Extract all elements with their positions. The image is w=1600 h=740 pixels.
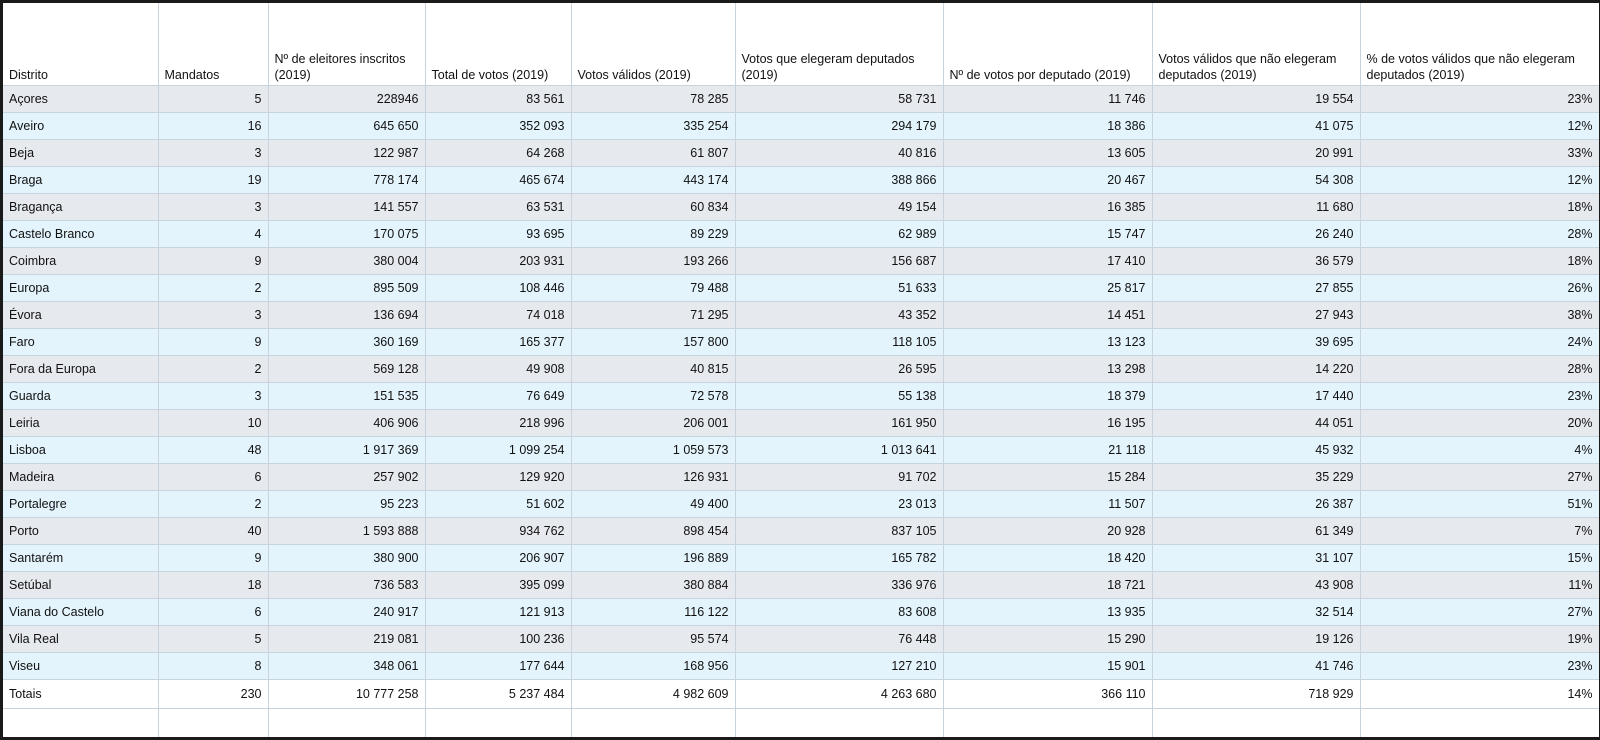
header-cell[interactable]: Distrito xyxy=(3,3,158,86)
table-row xyxy=(3,464,1599,491)
table-cell[interactable]: 196 889 xyxy=(571,545,735,572)
table-cell[interactable]: 78 285 xyxy=(571,86,735,113)
table-cell[interactable]: 48 xyxy=(158,437,268,464)
table-cell[interactable]: Açores xyxy=(3,86,158,113)
header-row xyxy=(3,3,1599,86)
table-cell[interactable]: 26 387 xyxy=(1152,491,1360,518)
table-cell[interactable]: 141 557 xyxy=(268,194,425,221)
table-cell[interactable]: 19% xyxy=(1360,626,1599,653)
table-cell[interactable]: 8 xyxy=(158,653,268,680)
table-cell[interactable]: 3 xyxy=(158,383,268,410)
table-cell[interactable]: 360 169 xyxy=(268,329,425,356)
table-cell[interactable]: 76 448 xyxy=(735,626,943,653)
table-row xyxy=(3,491,1599,518)
table-cell[interactable]: 206 907 xyxy=(425,545,571,572)
table-cell[interactable]: 13 298 xyxy=(943,356,1152,383)
table-cell[interactable]: 18 420 xyxy=(943,545,1152,572)
totals-row xyxy=(3,680,1599,709)
table-cell[interactable]: 16 xyxy=(158,113,268,140)
table-cell[interactable]: 240 917 xyxy=(268,599,425,626)
table-cell[interactable]: 18 xyxy=(158,572,268,599)
table-row xyxy=(3,221,1599,248)
table-row xyxy=(3,572,1599,599)
table-cell[interactable]: 1 593 888 xyxy=(268,518,425,545)
table-row xyxy=(3,86,1599,113)
table-cell[interactable]: 156 687 xyxy=(735,248,943,275)
table-cell[interactable]: 61 807 xyxy=(571,140,735,167)
table-cell[interactable]: 23% xyxy=(1360,383,1599,410)
table-cell[interactable]: 89 229 xyxy=(571,221,735,248)
table-cell[interactable]: 336 976 xyxy=(735,572,943,599)
table-row xyxy=(3,383,1599,410)
table-cell[interactable]: 49 154 xyxy=(735,194,943,221)
table-cell[interactable]: 14% xyxy=(1360,680,1599,709)
table-cell[interactable]: 1 059 573 xyxy=(571,437,735,464)
table-cell[interactable]: 38% xyxy=(1360,302,1599,329)
table-cell[interactable]: 380 004 xyxy=(268,248,425,275)
table-cell[interactable]: 1 917 369 xyxy=(268,437,425,464)
table-cell[interactable]: 23% xyxy=(1360,653,1599,680)
table-cell[interactable]: 49 400 xyxy=(571,491,735,518)
empty-row xyxy=(3,709,1599,738)
table-cell[interactable]: 203 931 xyxy=(425,248,571,275)
table-cell[interactable]: 76 649 xyxy=(425,383,571,410)
table-cell[interactable]: Setúbal xyxy=(3,572,158,599)
table-cell[interactable]: 43 352 xyxy=(735,302,943,329)
table-cell[interactable]: 10 777 258 xyxy=(268,680,425,709)
table-cell[interactable]: 5 237 484 xyxy=(425,680,571,709)
table-cell[interactable]: 54 308 xyxy=(1152,167,1360,194)
table-cell[interactable]: 569 128 xyxy=(268,356,425,383)
table-cell[interactable]: 206 001 xyxy=(571,410,735,437)
table-cell[interactable]: 61 349 xyxy=(1152,518,1360,545)
table-body xyxy=(3,86,1599,680)
table-cell[interactable]: 45 932 xyxy=(1152,437,1360,464)
table-cell[interactable]: 95 574 xyxy=(571,626,735,653)
table-row xyxy=(3,653,1599,680)
table-row xyxy=(3,329,1599,356)
table-cell[interactable]: Santarém xyxy=(3,545,158,572)
table-cell[interactable]: 118 105 xyxy=(735,329,943,356)
table-cell[interactable]: 11 507 xyxy=(943,491,1152,518)
table-cell[interactable]: 126 931 xyxy=(571,464,735,491)
table-cell[interactable]: Vila Real xyxy=(3,626,158,653)
table-cell[interactable]: 25 817 xyxy=(943,275,1152,302)
table-cell[interactable]: 122 987 xyxy=(268,140,425,167)
empty-cell[interactable] xyxy=(1152,709,1360,738)
table-cell[interactable]: 5 xyxy=(158,86,268,113)
table-cell[interactable]: 36 579 xyxy=(1152,248,1360,275)
table-cell[interactable]: Braga xyxy=(3,167,158,194)
table-cell[interactable]: 20 991 xyxy=(1152,140,1360,167)
table-cell[interactable]: 9 xyxy=(158,329,268,356)
table-cell[interactable]: 465 674 xyxy=(425,167,571,194)
table-cell[interactable]: 5 xyxy=(158,626,268,653)
table-cell[interactable]: 41 075 xyxy=(1152,113,1360,140)
table-cell[interactable]: 16 385 xyxy=(943,194,1152,221)
empty-cell[interactable] xyxy=(1360,709,1599,738)
table-cell[interactable]: 168 956 xyxy=(571,653,735,680)
empty-cell[interactable] xyxy=(158,709,268,738)
table-cell[interactable]: 83 561 xyxy=(425,86,571,113)
table-cell[interactable]: 13 123 xyxy=(943,329,1152,356)
table-cell[interactable]: Évora xyxy=(3,302,158,329)
table-cell[interactable]: 64 268 xyxy=(425,140,571,167)
table-cell[interactable]: 16 195 xyxy=(943,410,1152,437)
table-cell[interactable]: 219 081 xyxy=(268,626,425,653)
table-cell[interactable]: 19 554 xyxy=(1152,86,1360,113)
table-cell[interactable]: 27 855 xyxy=(1152,275,1360,302)
table-cell[interactable]: 24% xyxy=(1360,329,1599,356)
table-cell[interactable]: 406 906 xyxy=(268,410,425,437)
header-cell[interactable]: Nº de eleitores inscritos (2019) xyxy=(268,3,425,86)
table-row xyxy=(3,626,1599,653)
table-cell[interactable]: Europa xyxy=(3,275,158,302)
table-cell[interactable]: Coimbra xyxy=(3,248,158,275)
table-cell[interactable]: 23 013 xyxy=(735,491,943,518)
table-cell[interactable]: 23% xyxy=(1360,86,1599,113)
table-cell[interactable]: 718 929 xyxy=(1152,680,1360,709)
table-cell[interactable]: 778 174 xyxy=(268,167,425,194)
table-cell[interactable]: Bragança xyxy=(3,194,158,221)
table-cell[interactable]: 193 266 xyxy=(571,248,735,275)
table-cell[interactable]: 9 xyxy=(158,545,268,572)
header-cell[interactable]: Total de votos (2019) xyxy=(425,3,571,86)
table-cell[interactable]: 49 908 xyxy=(425,356,571,383)
table-cell[interactable]: 60 834 xyxy=(571,194,735,221)
table-cell[interactable]: 15 747 xyxy=(943,221,1152,248)
table-cell[interactable]: 2 xyxy=(158,491,268,518)
table-cell[interactable]: 27% xyxy=(1360,599,1599,626)
table-cell[interactable]: 7% xyxy=(1360,518,1599,545)
empty-cell[interactable] xyxy=(735,709,943,738)
table-cell[interactable]: 294 179 xyxy=(735,113,943,140)
table-cell[interactable]: 230 xyxy=(158,680,268,709)
table-cell[interactable]: Beja xyxy=(3,140,158,167)
table-cell[interactable]: 4% xyxy=(1360,437,1599,464)
header-cell[interactable]: Nº de votos por deputado (2019) xyxy=(943,3,1152,86)
table-cell[interactable]: 15 901 xyxy=(943,653,1152,680)
table-cell[interactable]: 11 680 xyxy=(1152,194,1360,221)
table-cell[interactable]: 41 746 xyxy=(1152,653,1360,680)
table-cell[interactable]: 100 236 xyxy=(425,626,571,653)
table-cell[interactable]: 348 061 xyxy=(268,653,425,680)
table-cell[interactable]: 218 996 xyxy=(425,410,571,437)
table-cell[interactable]: 151 535 xyxy=(268,383,425,410)
table-cell[interactable]: 55 138 xyxy=(735,383,943,410)
table-cell[interactable]: 79 488 xyxy=(571,275,735,302)
table-cell[interactable]: 51 633 xyxy=(735,275,943,302)
table-cell[interactable]: 40 xyxy=(158,518,268,545)
table-row xyxy=(3,356,1599,383)
table-cell[interactable]: 26 595 xyxy=(735,356,943,383)
table-cell[interactable]: 1 099 254 xyxy=(425,437,571,464)
table-cell[interactable]: 32 514 xyxy=(1152,599,1360,626)
table-cell[interactable]: 33% xyxy=(1360,140,1599,167)
table-cell[interactable]: 108 446 xyxy=(425,275,571,302)
table-row xyxy=(3,518,1599,545)
header-cell[interactable]: Votos que elegeram deputados (2019) xyxy=(735,3,943,86)
table-cell[interactable]: 17 410 xyxy=(943,248,1152,275)
table-cell[interactable]: 136 694 xyxy=(268,302,425,329)
empty-cell[interactable] xyxy=(3,709,158,738)
table-cell[interactable]: 51 602 xyxy=(425,491,571,518)
table-cell[interactable]: Viseu xyxy=(3,653,158,680)
table-cell[interactable]: 1 013 641 xyxy=(735,437,943,464)
table-cell[interactable]: 443 174 xyxy=(571,167,735,194)
table-cell[interactable]: 170 075 xyxy=(268,221,425,248)
table-cell[interactable]: 257 902 xyxy=(268,464,425,491)
table-cell[interactable]: 35 229 xyxy=(1152,464,1360,491)
table-cell[interactable]: 121 913 xyxy=(425,599,571,626)
table-cell[interactable]: 165 782 xyxy=(735,545,943,572)
table-cell[interactable]: 4 263 680 xyxy=(735,680,943,709)
table-cell[interactable]: 18 721 xyxy=(943,572,1152,599)
table-cell[interactable]: 161 950 xyxy=(735,410,943,437)
table-cell[interactable]: 380 900 xyxy=(268,545,425,572)
table-cell[interactable]: 39 695 xyxy=(1152,329,1360,356)
table-cell[interactable]: Madeira xyxy=(3,464,158,491)
table-cell[interactable]: 20% xyxy=(1360,410,1599,437)
table-cell[interactable]: 11% xyxy=(1360,572,1599,599)
table-cell[interactable]: 58 731 xyxy=(735,86,943,113)
table-cell[interactable]: 645 650 xyxy=(268,113,425,140)
table-cell[interactable]: 366 110 xyxy=(943,680,1152,709)
table-cell[interactable]: 21 118 xyxy=(943,437,1152,464)
table-cell[interactable]: 74 018 xyxy=(425,302,571,329)
table-cell[interactable]: 18 386 xyxy=(943,113,1152,140)
table-cell[interactable]: 116 122 xyxy=(571,599,735,626)
table-cell[interactable]: 51% xyxy=(1360,491,1599,518)
header-cell[interactable]: Mandatos xyxy=(158,3,268,86)
table-cell[interactable]: 127 210 xyxy=(735,653,943,680)
table-cell[interactable]: Totais xyxy=(3,680,158,709)
table-cell[interactable]: 40 815 xyxy=(571,356,735,383)
table-cell[interactable]: 20 928 xyxy=(943,518,1152,545)
table-cell[interactable]: 91 702 xyxy=(735,464,943,491)
empty-cell[interactable] xyxy=(425,709,571,738)
table-row xyxy=(3,302,1599,329)
table-cell[interactable]: 19 126 xyxy=(1152,626,1360,653)
table-cell[interactable]: 27 943 xyxy=(1152,302,1360,329)
table-cell[interactable]: 3 xyxy=(158,140,268,167)
empty-cell[interactable] xyxy=(943,709,1152,738)
table-cell[interactable]: 40 816 xyxy=(735,140,943,167)
table-cell[interactable]: 4 982 609 xyxy=(571,680,735,709)
table-cell[interactable]: 14 451 xyxy=(943,302,1152,329)
table-cell[interactable]: 95 223 xyxy=(268,491,425,518)
table-cell[interactable]: 27% xyxy=(1360,464,1599,491)
table-cell[interactable]: Guarda xyxy=(3,383,158,410)
table-cell[interactable]: 9 xyxy=(158,248,268,275)
empty-cell[interactable] xyxy=(571,709,735,738)
table-cell[interactable]: 72 578 xyxy=(571,383,735,410)
table-cell[interactable]: Castelo Branco xyxy=(3,221,158,248)
table-row xyxy=(3,275,1599,302)
table-cell[interactable]: 43 908 xyxy=(1152,572,1360,599)
table-cell[interactable]: 26 240 xyxy=(1152,221,1360,248)
table-cell[interactable]: 20 467 xyxy=(943,167,1152,194)
table-row xyxy=(3,437,1599,464)
table-cell[interactable]: 388 866 xyxy=(735,167,943,194)
table-cell[interactable]: 395 099 xyxy=(425,572,571,599)
table-cell[interactable]: 12% xyxy=(1360,167,1599,194)
table-cell[interactable]: 6 xyxy=(158,464,268,491)
table-cell[interactable]: 2 xyxy=(158,356,268,383)
table-cell[interactable]: 19 xyxy=(158,167,268,194)
table-cell[interactable]: 335 254 xyxy=(571,113,735,140)
table-row xyxy=(3,113,1599,140)
table-row xyxy=(3,167,1599,194)
table-cell[interactable]: Fora da Europa xyxy=(3,356,158,383)
table-cell[interactable]: 736 583 xyxy=(268,572,425,599)
table-cell[interactable]: 93 695 xyxy=(425,221,571,248)
table-cell[interactable]: 15% xyxy=(1360,545,1599,572)
table-cell[interactable]: 6 xyxy=(158,599,268,626)
table-cell[interactable]: 83 608 xyxy=(735,599,943,626)
table-cell[interactable]: Aveiro xyxy=(3,113,158,140)
table-cell[interactable]: 28% xyxy=(1360,356,1599,383)
table-cell[interactable]: 71 295 xyxy=(571,302,735,329)
table-cell[interactable]: 177 644 xyxy=(425,653,571,680)
table-row xyxy=(3,140,1599,167)
table-cell[interactable]: 3 xyxy=(158,302,268,329)
table-row xyxy=(3,410,1599,437)
table-cell[interactable]: 895 509 xyxy=(268,275,425,302)
table-cell[interactable]: 18 379 xyxy=(943,383,1152,410)
table-cell[interactable]: 129 920 xyxy=(425,464,571,491)
header-cell[interactable]: Votos válidos que não elegeram deputados (2019) xyxy=(1152,3,1360,86)
table-cell[interactable]: 18% xyxy=(1360,194,1599,221)
table-cell[interactable]: 13 605 xyxy=(943,140,1152,167)
table-cell[interactable]: 15 290 xyxy=(943,626,1152,653)
table-cell[interactable]: 26% xyxy=(1360,275,1599,302)
table-cell[interactable]: Viana do Castelo xyxy=(3,599,158,626)
table-cell[interactable]: 12% xyxy=(1360,113,1599,140)
table-cell[interactable]: 63 531 xyxy=(425,194,571,221)
empty-cell[interactable] xyxy=(268,709,425,738)
table-cell[interactable]: 380 884 xyxy=(571,572,735,599)
header-cell[interactable]: Votos válidos (2019) xyxy=(571,3,735,86)
table-row xyxy=(3,545,1599,572)
table-cell[interactable]: 10 xyxy=(158,410,268,437)
table-cell[interactable]: Leiria xyxy=(3,410,158,437)
table-row xyxy=(3,599,1599,626)
table-cell[interactable]: 352 093 xyxy=(425,113,571,140)
table-cell[interactable]: 898 454 xyxy=(571,518,735,545)
table-cell[interactable]: 31 107 xyxy=(1152,545,1360,572)
header-cell[interactable]: % de votos válidos que não elegeram deputados (2019) xyxy=(1360,3,1599,86)
table-cell[interactable]: Porto xyxy=(3,518,158,545)
table-cell[interactable]: Faro xyxy=(3,329,158,356)
table-cell[interactable]: 3 xyxy=(158,194,268,221)
table-cell[interactable]: 15 284 xyxy=(943,464,1152,491)
table-cell[interactable]: 28% xyxy=(1360,221,1599,248)
table-cell[interactable]: 17 440 xyxy=(1152,383,1360,410)
table-row xyxy=(3,248,1599,275)
table-cell[interactable]: 165 377 xyxy=(425,329,571,356)
table-cell[interactable]: Lisboa xyxy=(3,437,158,464)
table-cell[interactable]: 14 220 xyxy=(1152,356,1360,383)
table-cell[interactable]: 837 105 xyxy=(735,518,943,545)
table-cell[interactable]: 4 xyxy=(158,221,268,248)
table-cell[interactable]: 2 xyxy=(158,275,268,302)
table-row xyxy=(3,194,1599,221)
table-cell[interactable]: 13 935 xyxy=(943,599,1152,626)
district-votes-table xyxy=(3,3,1599,737)
table-cell[interactable]: 18% xyxy=(1360,248,1599,275)
table-cell[interactable]: Portalegre xyxy=(3,491,158,518)
table-cell[interactable]: 11 746 xyxy=(943,86,1152,113)
table-cell[interactable]: 44 051 xyxy=(1152,410,1360,437)
table-cell[interactable]: 157 800 xyxy=(571,329,735,356)
table-cell[interactable]: 228946 xyxy=(268,86,425,113)
table-cell[interactable]: 934 762 xyxy=(425,518,571,545)
spreadsheet xyxy=(3,3,1599,737)
table-cell[interactable]: 62 989 xyxy=(735,221,943,248)
